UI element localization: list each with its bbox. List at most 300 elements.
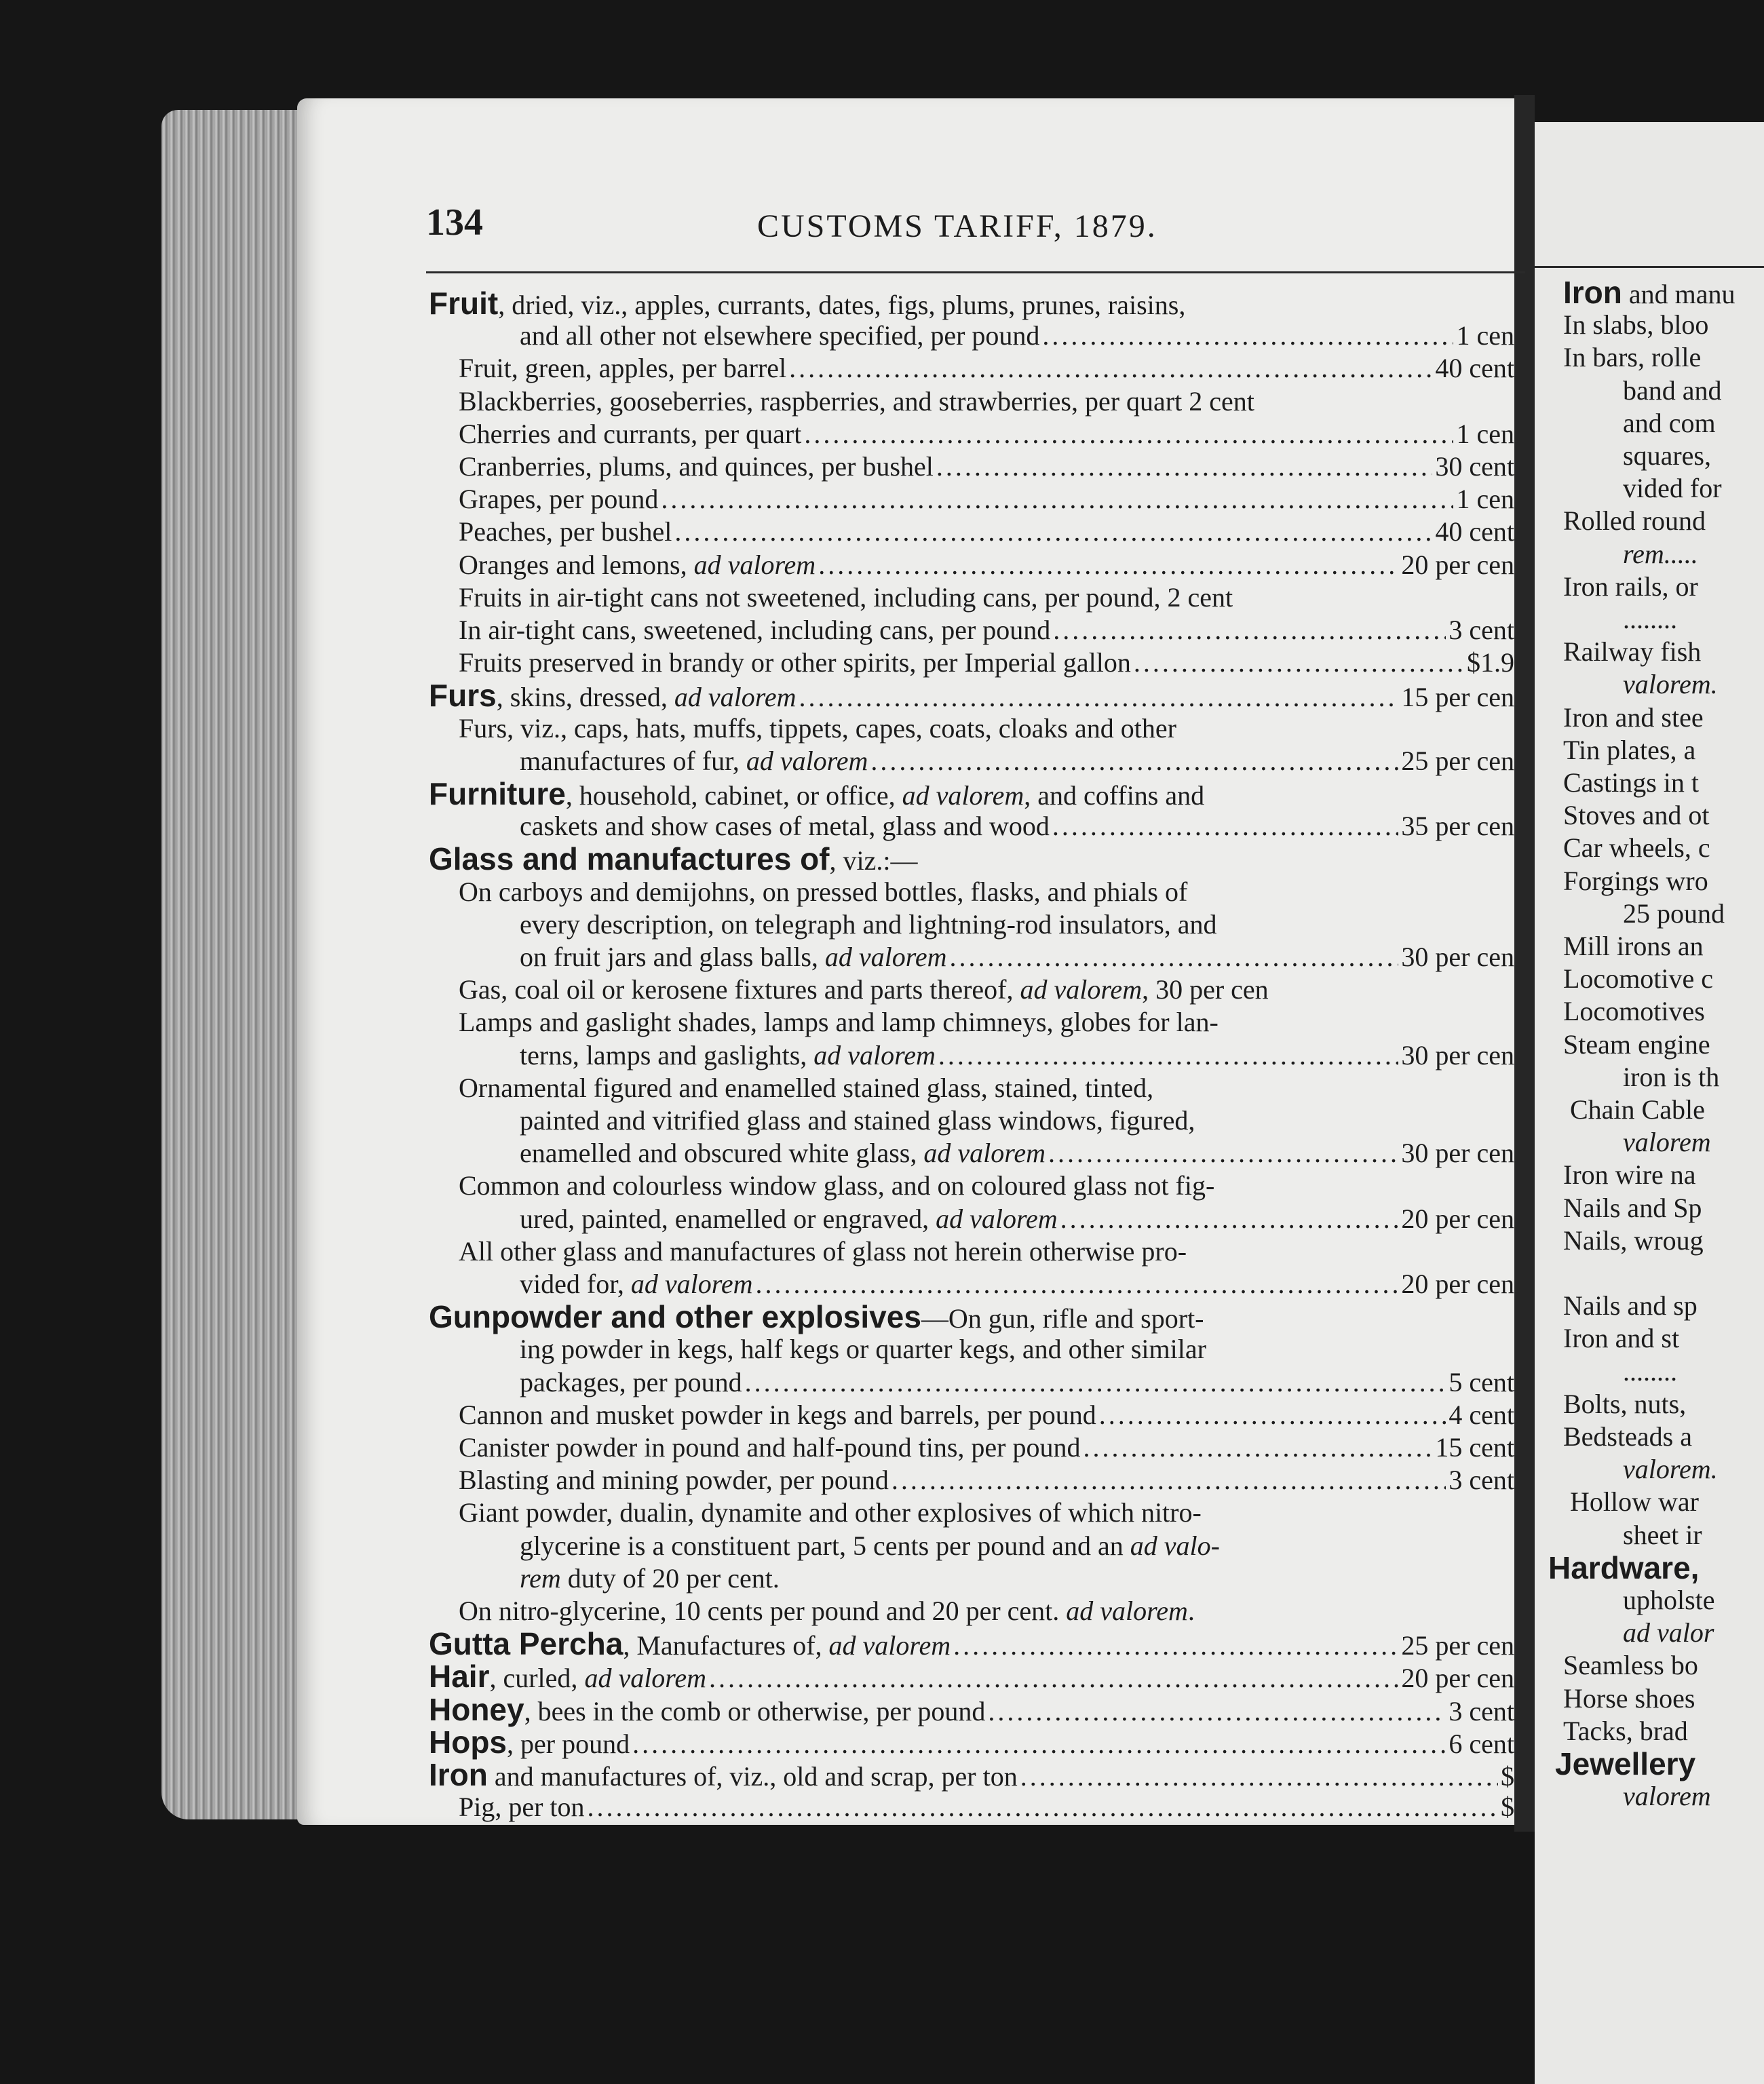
entry-italic: ad valorem — [936, 1203, 1058, 1234]
entry-italic: ad valorem — [824, 942, 947, 972]
tariff-line — [520, 1040, 1514, 1071]
tariff-line — [459, 1792, 1514, 1823]
entry-text — [459, 713, 1176, 744]
entry-italic: ad valorem — [693, 549, 816, 580]
entry-italic: ad valorem — [813, 1039, 936, 1070]
entry-italic: rem — [520, 1562, 561, 1594]
right-page-line — [1623, 1127, 1711, 1158]
right-text: Steam engine — [1563, 1028, 1710, 1060]
duty-rate: 30 per cen — [1401, 1039, 1514, 1070]
right-page-line — [1563, 1683, 1695, 1714]
right-text: ........ — [1623, 604, 1677, 634]
entry-text — [459, 451, 934, 482]
entry-description: every description, on telegraph and lightning-rod insulators, and — [520, 908, 1217, 940]
right-text: 25 pound — [1623, 898, 1725, 929]
entry-description: Blasting and mining powder, per pound — [459, 1465, 889, 1496]
entry-description: Grapes, per pound — [459, 484, 659, 515]
right-page-line — [1623, 473, 1722, 504]
entry-text — [459, 549, 816, 581]
right-page-line — [1570, 1094, 1705, 1125]
entry-text — [459, 1170, 1214, 1201]
entry-heading: Iron — [429, 1757, 488, 1792]
entry-text — [429, 1628, 951, 1661]
tariff-line — [520, 1563, 780, 1594]
right-text: band and — [1623, 374, 1722, 406]
entry-text — [459, 1596, 1195, 1626]
dot-leader — [661, 484, 1453, 515]
right-text: Tin plates, a — [1563, 734, 1696, 765]
entry-text — [459, 582, 1233, 613]
entry-text — [429, 1726, 630, 1760]
entry-text — [459, 974, 1269, 1005]
entry-text — [429, 286, 1186, 321]
tariff-heading-line — [429, 1626, 1514, 1662]
duty-rate: 30 per cen — [1401, 942, 1514, 972]
right-page-line — [1563, 735, 1695, 766]
tariff-line — [459, 1432, 1514, 1463]
tariff-line — [459, 1073, 1153, 1104]
right-italic: valorem — [1623, 1781, 1711, 1812]
right-page-line — [1563, 342, 1701, 373]
duty-rate: 1 cen — [1456, 484, 1514, 515]
entry-description: Blackberries, gooseberries, raspberries, and strawberries, per quart 2 cent — [459, 385, 1254, 417]
duty-rate: 4 cent — [1449, 1399, 1514, 1430]
entry-text — [459, 1792, 585, 1823]
dot-leader — [818, 549, 1398, 581]
right-text: Iron and st — [1563, 1323, 1680, 1354]
entry-description: , household, cabinet, or office, — [565, 780, 902, 811]
right-text: Forgings wro — [1563, 865, 1708, 896]
right-page-line — [1563, 1225, 1704, 1256]
tariff-line — [520, 942, 1514, 973]
tariff-line — [459, 713, 1176, 744]
right-text: Seamless bo — [1563, 1650, 1698, 1681]
tariff-line — [459, 1596, 1195, 1627]
entry-text — [459, 386, 1254, 417]
right-page-line — [1623, 440, 1711, 471]
entry-description: Canister powder in pound and half-pound tins, per pound — [459, 1432, 1081, 1463]
right-header-rule — [1535, 266, 1764, 268]
entry-description: vided for, — [520, 1269, 631, 1299]
right-text: Horse shoes — [1563, 1682, 1695, 1714]
entry-text — [429, 1661, 706, 1694]
right-text: In slabs, bloo — [1563, 309, 1709, 341]
dot-leader — [938, 1040, 1399, 1071]
dot-leader — [632, 1729, 1446, 1760]
duty-rate: 25 per cen — [1401, 1630, 1514, 1661]
right-text: Iron and stee — [1563, 701, 1704, 733]
right-text: In bars, rolle — [1563, 342, 1702, 373]
right-page-line — [1623, 1781, 1711, 1812]
entry-description: Oranges and lemons, — [459, 549, 694, 580]
right-page-line — [1555, 1748, 1695, 1781]
dot-leader — [1042, 320, 1453, 351]
entry-description: Peaches, per bushel — [459, 516, 672, 547]
tariff-line — [459, 1400, 1514, 1431]
right-page-line — [1623, 375, 1722, 406]
duty-rate: 5 cent — [1449, 1366, 1514, 1397]
entry-text — [429, 1299, 1204, 1335]
right-italic: valorem — [1623, 1127, 1711, 1158]
entry-text — [459, 1432, 1081, 1463]
right-page-line — [1563, 1029, 1710, 1060]
page-edges — [161, 110, 311, 1819]
right-page-line — [1563, 1389, 1686, 1420]
entry-description: Common and colourless window glass, and on coloured glass not fig- — [459, 1170, 1215, 1201]
dot-leader — [674, 516, 1432, 547]
tariff-heading-line — [429, 1659, 1514, 1695]
right-text: Nails, wroug — [1563, 1224, 1704, 1256]
tariff-line — [459, 386, 1254, 417]
right-text: upholste — [1623, 1585, 1715, 1615]
dot-leader — [789, 353, 1432, 384]
entry-description: glycerine is a constituent part, 5 cents per pound and an — [520, 1530, 1130, 1561]
right-page-line — [1563, 866, 1708, 897]
right-page-line — [1563, 277, 1736, 310]
entry-description: Lamps and gaslight shades, lamps and lamp chimneys, globes for lan- — [459, 1007, 1219, 1038]
entry-description-tail: , and coffins and — [1024, 780, 1205, 811]
duty-rate: 3 cent — [1449, 1465, 1514, 1496]
right-heading: Iron — [1563, 275, 1622, 310]
entry-description: , curled, — [489, 1663, 585, 1694]
entry-description: ured, painted, enamelled or engraved, — [520, 1203, 936, 1234]
tariff-line — [520, 1334, 1206, 1365]
dot-leader — [1084, 1432, 1433, 1463]
tariff-heading-line — [429, 1691, 1514, 1727]
entry-text — [459, 484, 658, 515]
duty-rate: 15 per cen — [1401, 682, 1514, 713]
right-text: Mill irons an — [1563, 931, 1704, 961]
right-text: Locomotives — [1563, 996, 1705, 1027]
right-page-line — [1623, 1585, 1715, 1616]
tariff-line — [520, 811, 1514, 842]
entry-italic: ad valorem — [674, 682, 797, 713]
entry-text — [520, 1563, 780, 1594]
dot-leader — [1053, 615, 1446, 646]
tariff-line — [459, 419, 1514, 450]
entry-italic: ad valorem — [828, 1630, 951, 1661]
entry-text — [459, 1073, 1153, 1103]
right-page-line — [1563, 1193, 1702, 1224]
entry-text — [520, 1105, 1195, 1136]
duty-rate: 25 per cen — [1401, 745, 1514, 776]
book-gutter — [1514, 95, 1535, 1832]
right-page-line — [1563, 931, 1704, 962]
dot-leader — [891, 1465, 1446, 1496]
dot-leader — [950, 942, 1399, 973]
duty-rate: 1 cen — [1456, 418, 1514, 449]
tariff-heading-line — [429, 778, 1204, 809]
right-page-line — [1623, 408, 1716, 439]
entry-heading: Hair — [429, 1659, 490, 1695]
duty-rate: 20 per cen — [1401, 549, 1514, 580]
entry-text — [459, 1236, 1187, 1267]
right-text: Iron wire na — [1563, 1159, 1696, 1191]
entry-description-tail: duty of 20 per cent. — [560, 1562, 780, 1594]
right-page-line — [1548, 1549, 1700, 1585]
tariff-line — [520, 1367, 1514, 1398]
right-text: and manu — [1622, 279, 1736, 309]
entry-text — [520, 1040, 936, 1071]
entry-text — [520, 1203, 1058, 1235]
entry-description: , viz.:— — [829, 845, 918, 876]
entry-text — [520, 942, 947, 973]
right-heading: Hardware, — [1548, 1549, 1700, 1585]
entry-heading: Honey — [429, 1691, 524, 1727]
tariff-line — [520, 320, 1514, 351]
duty-rate: 3 cent — [1449, 1695, 1514, 1726]
right-text: vided for — [1623, 473, 1722, 504]
duty-rate: 35 per cen — [1401, 811, 1514, 842]
right-page-line — [1623, 1454, 1718, 1485]
tariff-line — [520, 1530, 1220, 1562]
right-italic: valorem. — [1623, 669, 1718, 700]
right-page-line — [1563, 1323, 1679, 1354]
duty-rate: 40 cent — [1435, 516, 1514, 547]
tariff-line — [459, 974, 1269, 1005]
tariff-line — [459, 1465, 1514, 1496]
dot-leader — [588, 1792, 1498, 1823]
right-text: Rolled round — [1563, 505, 1706, 537]
entry-heading: Furs — [429, 678, 497, 714]
duty-rate: 6 cent — [1449, 1728, 1514, 1759]
right-page-line — [1563, 996, 1705, 1027]
entry-italic: ad valorem — [1066, 1596, 1188, 1626]
tariff-line — [459, 451, 1514, 482]
entry-description: Furs, viz., caps, hats, muffs, tippets, capes, coats, cloaks and other — [459, 712, 1176, 744]
tariff-line — [520, 1105, 1195, 1136]
right-page-line — [1563, 1421, 1692, 1452]
entry-description-tail: . — [1187, 1596, 1195, 1626]
right-text: Iron rails, or — [1563, 571, 1698, 602]
right-text: sheet ir — [1623, 1519, 1702, 1550]
duty-rate: $ — [1501, 1761, 1514, 1792]
right-page-line — [1563, 1159, 1695, 1191]
entry-text — [520, 811, 1050, 842]
right-text: Bolts, nuts, — [1563, 1388, 1687, 1419]
dot-leader — [1060, 1203, 1399, 1235]
duty-rate: 30 cent — [1435, 451, 1514, 482]
entry-description: ing powder in kegs, half kegs or quarter kegs, and other similar — [520, 1334, 1206, 1365]
entry-description: Ornamental figured and enamelled stained glass, stained, tinted, — [459, 1072, 1154, 1103]
tariff-line — [459, 1007, 1219, 1038]
right-italic: ad valor — [1623, 1617, 1714, 1648]
duty-rate: 20 per cen — [1401, 1203, 1514, 1234]
right-page-line — [1623, 1062, 1719, 1093]
entry-text — [429, 1691, 986, 1727]
entry-text — [459, 876, 1187, 907]
right-page-line — [1623, 1617, 1714, 1648]
right-text: and com — [1623, 407, 1716, 438]
header-rule — [426, 271, 1525, 273]
tariff-line — [459, 615, 1514, 646]
entry-heading: Fruit — [429, 286, 499, 321]
dot-leader — [1052, 811, 1398, 842]
tariff-heading-line — [429, 1299, 1204, 1335]
right-page-line — [1563, 767, 1699, 798]
right-text: squares, — [1623, 440, 1711, 471]
tariff-line — [459, 484, 1514, 515]
right-text: iron is th — [1623, 1061, 1720, 1092]
right-page-line — [1563, 1716, 1688, 1747]
entry-text — [429, 1759, 1018, 1792]
running-head: CUSTOMS TARIFF, 1879. — [757, 208, 1157, 244]
entry-text — [459, 353, 786, 384]
tariff-line — [459, 353, 1514, 384]
duty-rate: 3 cent — [1449, 615, 1514, 645]
tariff-heading-line — [429, 678, 1514, 714]
duty-rate: 1 cen — [1456, 320, 1514, 351]
entry-description: enamelled and obscured white glass, — [520, 1138, 924, 1169]
entry-text — [429, 680, 797, 713]
entry-description: Cannon and musket powder in kegs and barrels, per pound — [459, 1399, 1096, 1430]
right-page-line — [1563, 1650, 1698, 1681]
entry-text — [520, 1138, 1046, 1169]
tariff-line — [459, 549, 1514, 581]
entry-description: —On gun, rifle and sport- — [921, 1303, 1204, 1334]
entry-description: and manufactures of, viz., old and scrap, per ton — [487, 1761, 1018, 1792]
tariff-line — [520, 909, 1217, 940]
entry-description: Cranberries, plums, and quinces, per bushel — [459, 451, 934, 482]
entry-italic: ad valorem — [746, 745, 868, 776]
entry-description: , per pound — [507, 1728, 630, 1759]
entry-italic: ad valo- — [1130, 1530, 1220, 1561]
entry-description: , skins, dressed, — [496, 682, 674, 713]
entry-description: packages, per pound — [520, 1366, 742, 1397]
right-page-line — [1623, 669, 1718, 700]
right-text: Nails and sp — [1563, 1290, 1698, 1321]
right-text: Locomotive c — [1563, 963, 1714, 995]
entry-italic: ad valorem — [630, 1269, 753, 1299]
entry-description: and all other not elsewhere specified, per pound — [520, 320, 1040, 351]
right-page-line — [1563, 636, 1701, 668]
entry-description: On nitro-glycerine, 10 cents per pound and 20 per cent. — [459, 1596, 1067, 1626]
right-page-line — [1563, 505, 1706, 537]
tariff-heading-line — [429, 841, 918, 877]
entry-description: Cherries and currants, per quart — [459, 418, 802, 449]
entry-text — [520, 1334, 1206, 1364]
tariff-line — [520, 746, 1514, 777]
entry-description: Giant powder, dualin, dynamite and other explosives of which nitro- — [459, 1497, 1202, 1528]
entry-description: , bees in the comb or otherwise, per pound — [524, 1695, 986, 1726]
entry-text — [459, 1465, 889, 1496]
right-text: Bedsteads a — [1563, 1421, 1692, 1452]
page-number: 134 — [426, 201, 483, 244]
entry-text — [520, 1530, 1220, 1561]
tariff-line — [459, 1236, 1187, 1267]
entry-text — [520, 746, 868, 777]
duty-rate: $1.9 — [1467, 647, 1514, 678]
right-italic: rem..... — [1623, 538, 1698, 569]
duty-rate: $ — [1501, 1792, 1514, 1823]
right-text: Hollow war — [1570, 1486, 1699, 1518]
tariff-line — [459, 516, 1514, 547]
dot-leader — [988, 1696, 1446, 1727]
dot-leader — [936, 451, 1433, 482]
dot-leader — [709, 1663, 1398, 1694]
dot-leader — [1099, 1400, 1446, 1431]
entry-description: Pig, per ton — [459, 1792, 585, 1823]
entry-text — [459, 1007, 1219, 1037]
entry-heading: Glass and manufactures of — [429, 841, 830, 877]
tariff-heading-line — [429, 288, 1185, 319]
right-page-line — [1563, 800, 1710, 831]
entry-text — [429, 841, 918, 877]
entry-text — [459, 615, 1050, 646]
right-text: Castings in t — [1563, 767, 1700, 798]
entry-text — [520, 320, 1039, 351]
entry-text — [520, 909, 1217, 940]
tariff-line — [459, 876, 1187, 908]
entry-description: painted and vitrified glass and stained glass windows, figured, — [520, 1105, 1195, 1136]
right-page-line — [1563, 571, 1698, 602]
right-page-line — [1563, 702, 1704, 733]
dot-leader — [1134, 647, 1464, 678]
right-page-line — [1563, 309, 1708, 341]
entry-text — [429, 776, 1205, 811]
entry-text — [459, 1497, 1202, 1528]
right-text: Nails and Sp — [1563, 1192, 1702, 1223]
tariff-line — [520, 1138, 1514, 1169]
entry-description: On carboys and demijohns, on pressed bottles, flasks, and phials of — [459, 876, 1188, 907]
entry-italic: ad valorem — [923, 1138, 1046, 1169]
entry-description: Fruits in air-tight cans not sweetened, including cans, per pound, 2 cent — [459, 581, 1233, 613]
right-text: Car wheels, c — [1563, 832, 1710, 864]
right-page-line — [1623, 539, 1698, 570]
tariff-line — [459, 1170, 1214, 1201]
right-text: Railway fish — [1563, 636, 1702, 668]
dot-leader — [870, 746, 1398, 777]
dot-leader — [745, 1367, 1446, 1398]
right-text: Tacks, brad — [1563, 1715, 1688, 1746]
right-page-line — [1623, 604, 1677, 635]
right-heading: Jewellery — [1555, 1746, 1696, 1781]
dot-leader — [1020, 1761, 1498, 1792]
entry-heading: Furniture — [429, 776, 566, 811]
duty-rate: 40 cent — [1435, 353, 1514, 384]
dot-leader — [953, 1630, 1398, 1661]
duty-rate: 15 cent — [1435, 1432, 1514, 1463]
tariff-line — [520, 1269, 1514, 1300]
right-page-line — [1623, 1356, 1677, 1387]
entry-text — [459, 419, 801, 450]
tariff-heading-line — [429, 1759, 1514, 1790]
duty-rate: 20 per cen — [1401, 1663, 1514, 1694]
entry-text — [520, 1367, 742, 1398]
right-italic: valorem. — [1623, 1454, 1718, 1485]
dot-leader — [756, 1269, 1399, 1300]
duty-rate: 30 per cen — [1401, 1138, 1514, 1169]
entry-description: Fruits preserved in brandy or other spirits, per Imperial gallon — [459, 647, 1131, 678]
entry-description: In air-tight cans, sweetened, including cans, per pound — [459, 615, 1051, 645]
right-text: ........ — [1623, 1355, 1677, 1387]
right-text: Stoves and ot — [1563, 800, 1710, 831]
entry-italic: ad valorem — [902, 780, 1024, 811]
dot-leader — [1048, 1138, 1398, 1169]
tariff-line — [459, 647, 1514, 678]
entry-text — [520, 1269, 753, 1300]
right-page-line — [1563, 832, 1710, 864]
entry-description: , Manufactures of, — [623, 1630, 829, 1661]
right-page-line — [1623, 898, 1725, 929]
tariff-line — [459, 582, 1233, 613]
dot-leader — [799, 682, 1399, 713]
entry-italic: ad valorem — [1020, 974, 1143, 1005]
entry-text — [459, 1400, 1096, 1431]
entry-heading: Hops — [429, 1724, 507, 1760]
right-page-line — [1563, 1290, 1698, 1321]
entry-text — [459, 516, 672, 547]
